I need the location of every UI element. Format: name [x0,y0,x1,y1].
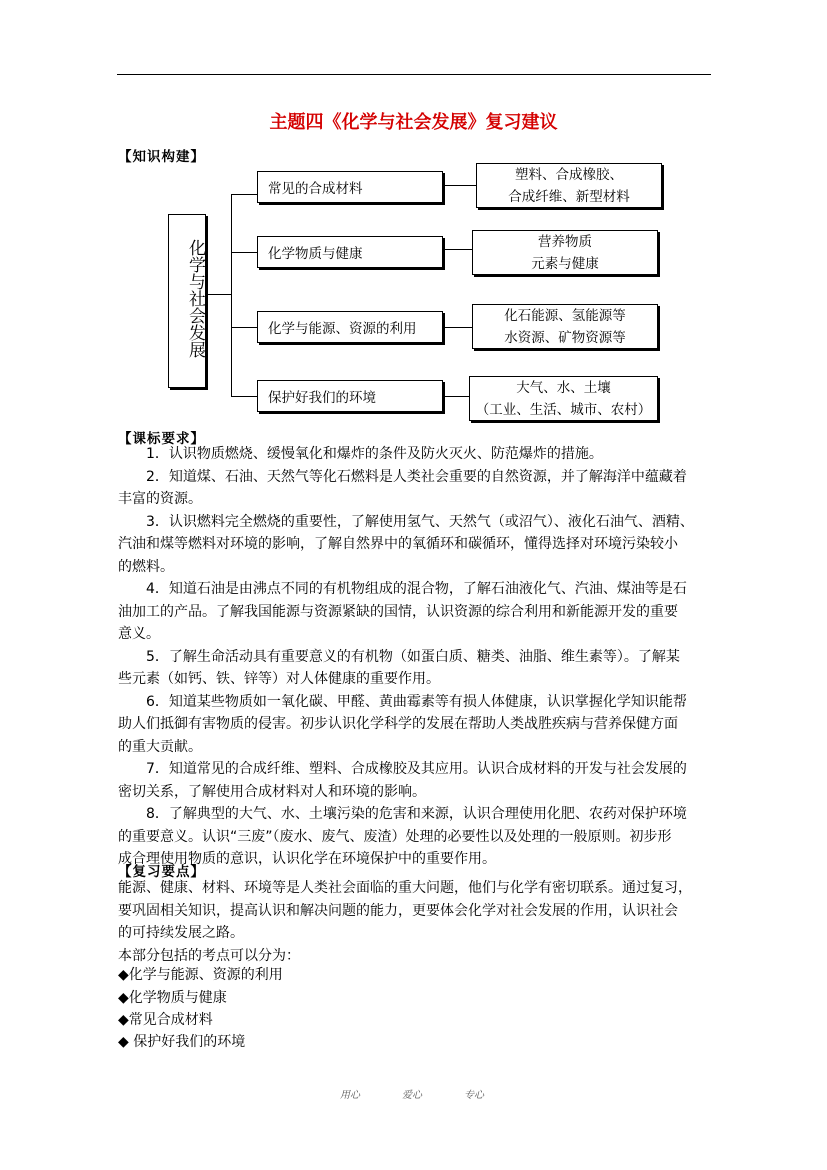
section-knowledge: 【知识构建】 [118,149,205,165]
detail-connector-4 [443,396,469,397]
branch-connector-3 [231,327,257,328]
review-text [118,877,712,967]
detail-4-line-2: （工业、生活、城市、农村） [475,401,652,418]
branch-connector-4 [231,396,257,397]
detail-2-line-2: 元素与健康 [531,255,599,272]
branch-label-4: 保护好我们的环境 [268,390,376,406]
requirement-5: 5．了解生命活动具有重要意义的有机物（如蛋白质、糖类、油脂、维生素等）。了解某 些元素（如钙、铁、锌等）对人体健康的重要作用。 [118,648,680,687]
detail-1-line-2: 合成纤维、新型材料 [508,188,630,205]
detail-box-3 [472,304,658,349]
branch-connector-2 [231,252,257,253]
review-point-2: ◆化学物质与健康 [118,990,227,1006]
requirement-1: 1．认识物质燃烧、缓慢氧化和爆炸的条件及防火灭火、防范爆炸的措施。 [146,446,603,462]
requirements-list [118,443,712,871]
branch-spine [231,194,232,397]
branch-label-3: 化学与能源、资源的利用 [268,321,417,337]
requirement-7: 7．知道常见的合成纤维、塑料、合成橡胶及其应用。认识合成材料的开发与社会发展的 密切关系，了解使用合成材料对人和环境的影响。 [118,761,687,800]
footer-text-1: 用心 [340,1090,360,1101]
section-requirements: 【课标要求】 [118,431,205,447]
review-line-3: 的可持续发展之路。 [118,925,244,941]
review-line-1: 能源、健康、材料、环境等是人类社会面临的重大问题，他们与化学有密切联系。通过复习， [118,880,692,896]
review-line-2: 要巩固相关知识，提高认识和解决问题的能力，更要体会化学对社会发展的作用，认识社会 [118,902,678,919]
root-connector [206,294,232,295]
branch-box-2 [257,236,443,268]
detail-connector-1 [443,185,476,186]
requirement-6: 6．知道某些物质如一氧化碳、甲醛、黄曲霉素等有损人体健康，认识掌握化学知识能帮 助人们抵御有害物质的侵害。初步认识化学科学的发展在帮助人类战胜疾病与营养保健方面 的重大贡献。 [118,693,687,755]
branch-box-1 [257,171,443,203]
review-point-1: ◆化学与能源、资源的利用 [118,967,283,983]
detail-box-4 [469,376,658,421]
diagram-root-label: 化学与社会发展 [185,239,205,358]
section-review: 【复习要点】 [118,864,205,880]
requirement-3: 3．认识燃料完全燃烧的重要性，了解使用氢气、天然气（或沼气）、液化石油气、酒精、 汽油和煤等燃料对环境的影响，了解自然界中的氧循环和碳循环，懂得选择对环境污染较小 的燃料。 [118,513,694,575]
detail-connector-3 [443,327,472,328]
detail-4-line-1: 大气、水、土壤 [516,379,611,396]
page-title: 主题四《化学与社会发展》复习建议 [269,112,558,133]
review-point-3: ◆常见合成材料 [118,1012,213,1028]
requirement-8: 8．了解典型的大气、水、土壤污染的危害和来源，认识合理使用化肥、农药对保护环境 的重要意义。认识“三废”（废水、废气、废渣）处理的必要性以及处理的一般原则。初步形 成合理使用物质的意识，认识化学在环境保护中的重要作用。 [118,806,687,867]
detail-3-line-1: 化石能源、氢能源等 [504,307,626,324]
detail-1-line-1: 塑料、合成橡胶、 [515,166,623,183]
detail-box-2 [472,230,658,275]
branch-label-2: 化学物质与健康 [268,246,363,262]
detail-box-1 [476,163,662,208]
requirement-2: 2．知道煤、石油、天然气等化石燃料是人类社会重要的自然资源，并了解海洋中蕴藏着 丰富的资源。 [118,468,687,507]
branch-box-3 [257,311,443,343]
detail-2-line-1: 营养物质 [538,233,592,250]
review-line-4: 本部分包括的考点可以分为： [118,947,300,964]
review-point-4: ◆ 保护好我们的环境 [118,1034,246,1050]
requirement-4: 4．知道石油是由沸点不同的有机物组成的混合物，了解石油液化气、汽油、煤油等是石 油加工的产品。了解我国能源与资源紧缺的国情，认识资源的综合利用和新能源开发的重要 意义。 [118,581,687,642]
footer-text-3: 专心 [464,1090,484,1101]
branch-box-4 [257,380,443,412]
detail-3-line-2: 水资源、矿物资源等 [504,329,626,346]
diagram-root-box [168,214,206,388]
branch-connector-1 [231,194,257,195]
branch-label-1: 常见的合成材料 [268,181,363,197]
footer-text-2: 爱心 [402,1090,422,1101]
detail-connector-2 [443,249,472,250]
header-rule [117,74,711,75]
